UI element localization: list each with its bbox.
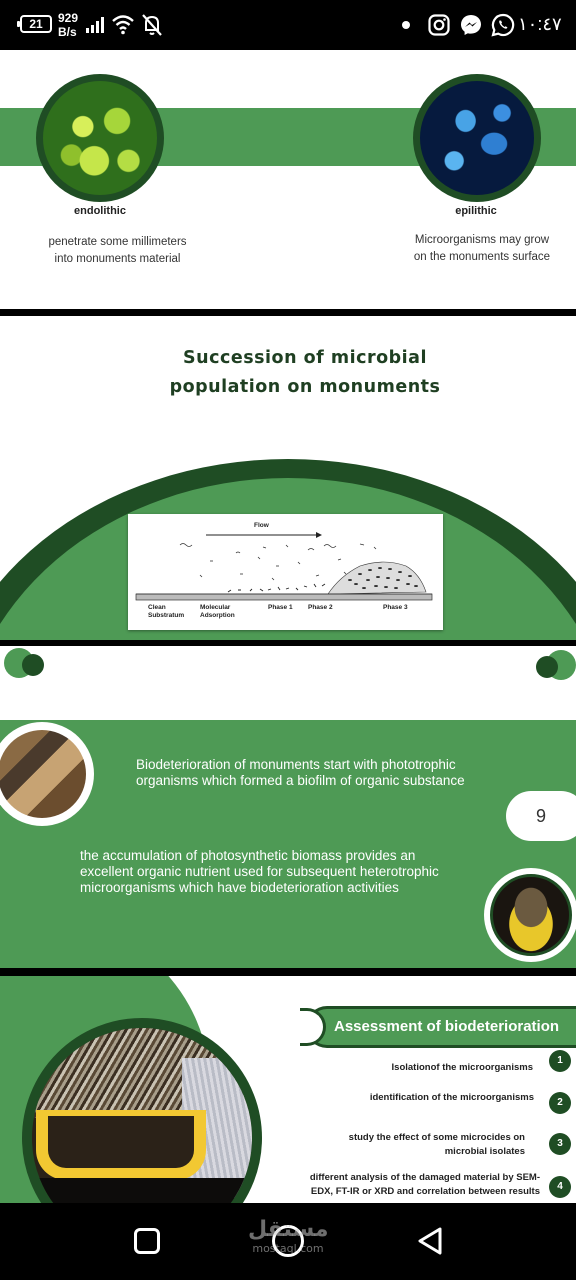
back-arrow-icon [420,1229,440,1253]
diagram-label-phase2: Phase 2 [308,604,333,611]
paragraph-line: the accumulation of photosynthetic biomass provides an [80,848,416,863]
endolithic-description-line: into monuments material [54,253,181,265]
assessment-item-1: Isolationof the microorganisms [391,1062,533,1073]
diagram-label-molecular-adsorption: Adsorption [200,612,235,619]
number-badge-4: 4 [549,1176,571,1198]
diagram-label-molecular-adsorption: Molecular [200,604,231,611]
wifi-icon [111,13,135,35]
epilithic-label: epilithic [455,205,497,217]
assessment-item-line: study the effect of some microcides on [348,1132,525,1143]
decor-circle-dark [22,654,44,676]
diagram-label-phase3: Phase 3 [383,604,408,611]
slide-bottom-strip [0,640,576,720]
slide-title-line: population on monuments [169,377,441,397]
diagram-label-clean-substratum: Substratum [148,612,185,619]
decor-circle-dark [536,656,558,678]
watermark-latin: mostaql.com [252,1242,324,1255]
paragraph-heterotrophic [80,848,490,896]
number-badge-1: 1 [549,1050,571,1072]
slide-assessment [0,976,576,1203]
endolithic-microbe-image [36,74,164,202]
epilithic-description [392,232,572,266]
diagram-label-clean-substratum: Clean [148,604,166,611]
paragraph-line: organisms which formed a biofilm of organic substance [136,773,465,788]
battery-icon: 21 [20,15,52,33]
slide-divider [0,640,576,646]
epilithic-description-line: Microorganisms may grow [414,234,550,246]
biofilm-succession-diagram [128,514,443,630]
biodeterioration-sample-photo [22,1018,262,1203]
assessment-item-line: microbial isolates [444,1146,525,1157]
whatsapp-icon [491,13,515,37]
watermark-arabic: مستقل [248,1217,329,1242]
diagram-label-phase1: Phase 1 [268,604,293,611]
assessment-item-2: identification of the microorganisms [369,1092,534,1103]
clock: ١٠:٤٧ [518,14,562,34]
network-speed-value: 929 [58,11,79,25]
notifications-off-icon [141,13,163,37]
epilithic-microbe-image [413,74,541,202]
paragraph-line: Biodeterioration of monuments start with phototrophic [136,757,456,772]
page-number: 9 [506,791,576,841]
number-badge-3: 3 [549,1133,571,1155]
assessment-item-line: EDX, FT-IR or XRD and correlation between results [310,1186,540,1197]
slide-divider [0,309,576,316]
slide-title [120,344,490,402]
epilithic-description-line: on the monuments surface [413,251,551,263]
paragraph-line: excellent organic nutrient used for subsequent heterotrophic [80,864,439,879]
sample-yellow-growth [36,1110,206,1180]
number-badge-2: 2 [549,1092,571,1114]
slide-endolithic-epilithic [0,50,576,309]
back-button[interactable] [416,1226,444,1256]
slide-biodeterioration-start [0,720,576,968]
recent-apps-button[interactable] [134,1228,160,1254]
messenger-icon [459,13,483,37]
watermark [248,1218,328,1255]
notification-dot [402,21,410,29]
sample-shadow [32,1178,252,1203]
slide-divider [0,968,576,976]
endolithic-description-line: penetrate some millimeters [48,236,187,248]
network-speed-unit: B/s [58,25,77,39]
endolithic-label: endolithic [74,205,126,217]
paragraph-phototrophic [136,757,506,789]
assessment-item-line: different analysis of the damaged material by SEM- [309,1172,540,1183]
instagram-icon [428,14,450,36]
assessment-item-4 [274,1171,540,1199]
signal-icon [86,16,106,34]
monument-damage-photo [0,730,86,818]
endolithic-description [20,234,215,268]
slide-title-line: Succession of microbial [183,348,427,368]
network-speed [58,11,78,39]
slide-succession [0,316,576,640]
assessment-item-3 [290,1131,525,1159]
biofilm-photo [490,874,572,956]
paragraph-line: microorganisms which have biodeterioration activities [80,880,399,895]
section-header-title: Assessment of biodeterioration [334,1018,560,1035]
diagram-flow-label: Flow [254,522,269,529]
